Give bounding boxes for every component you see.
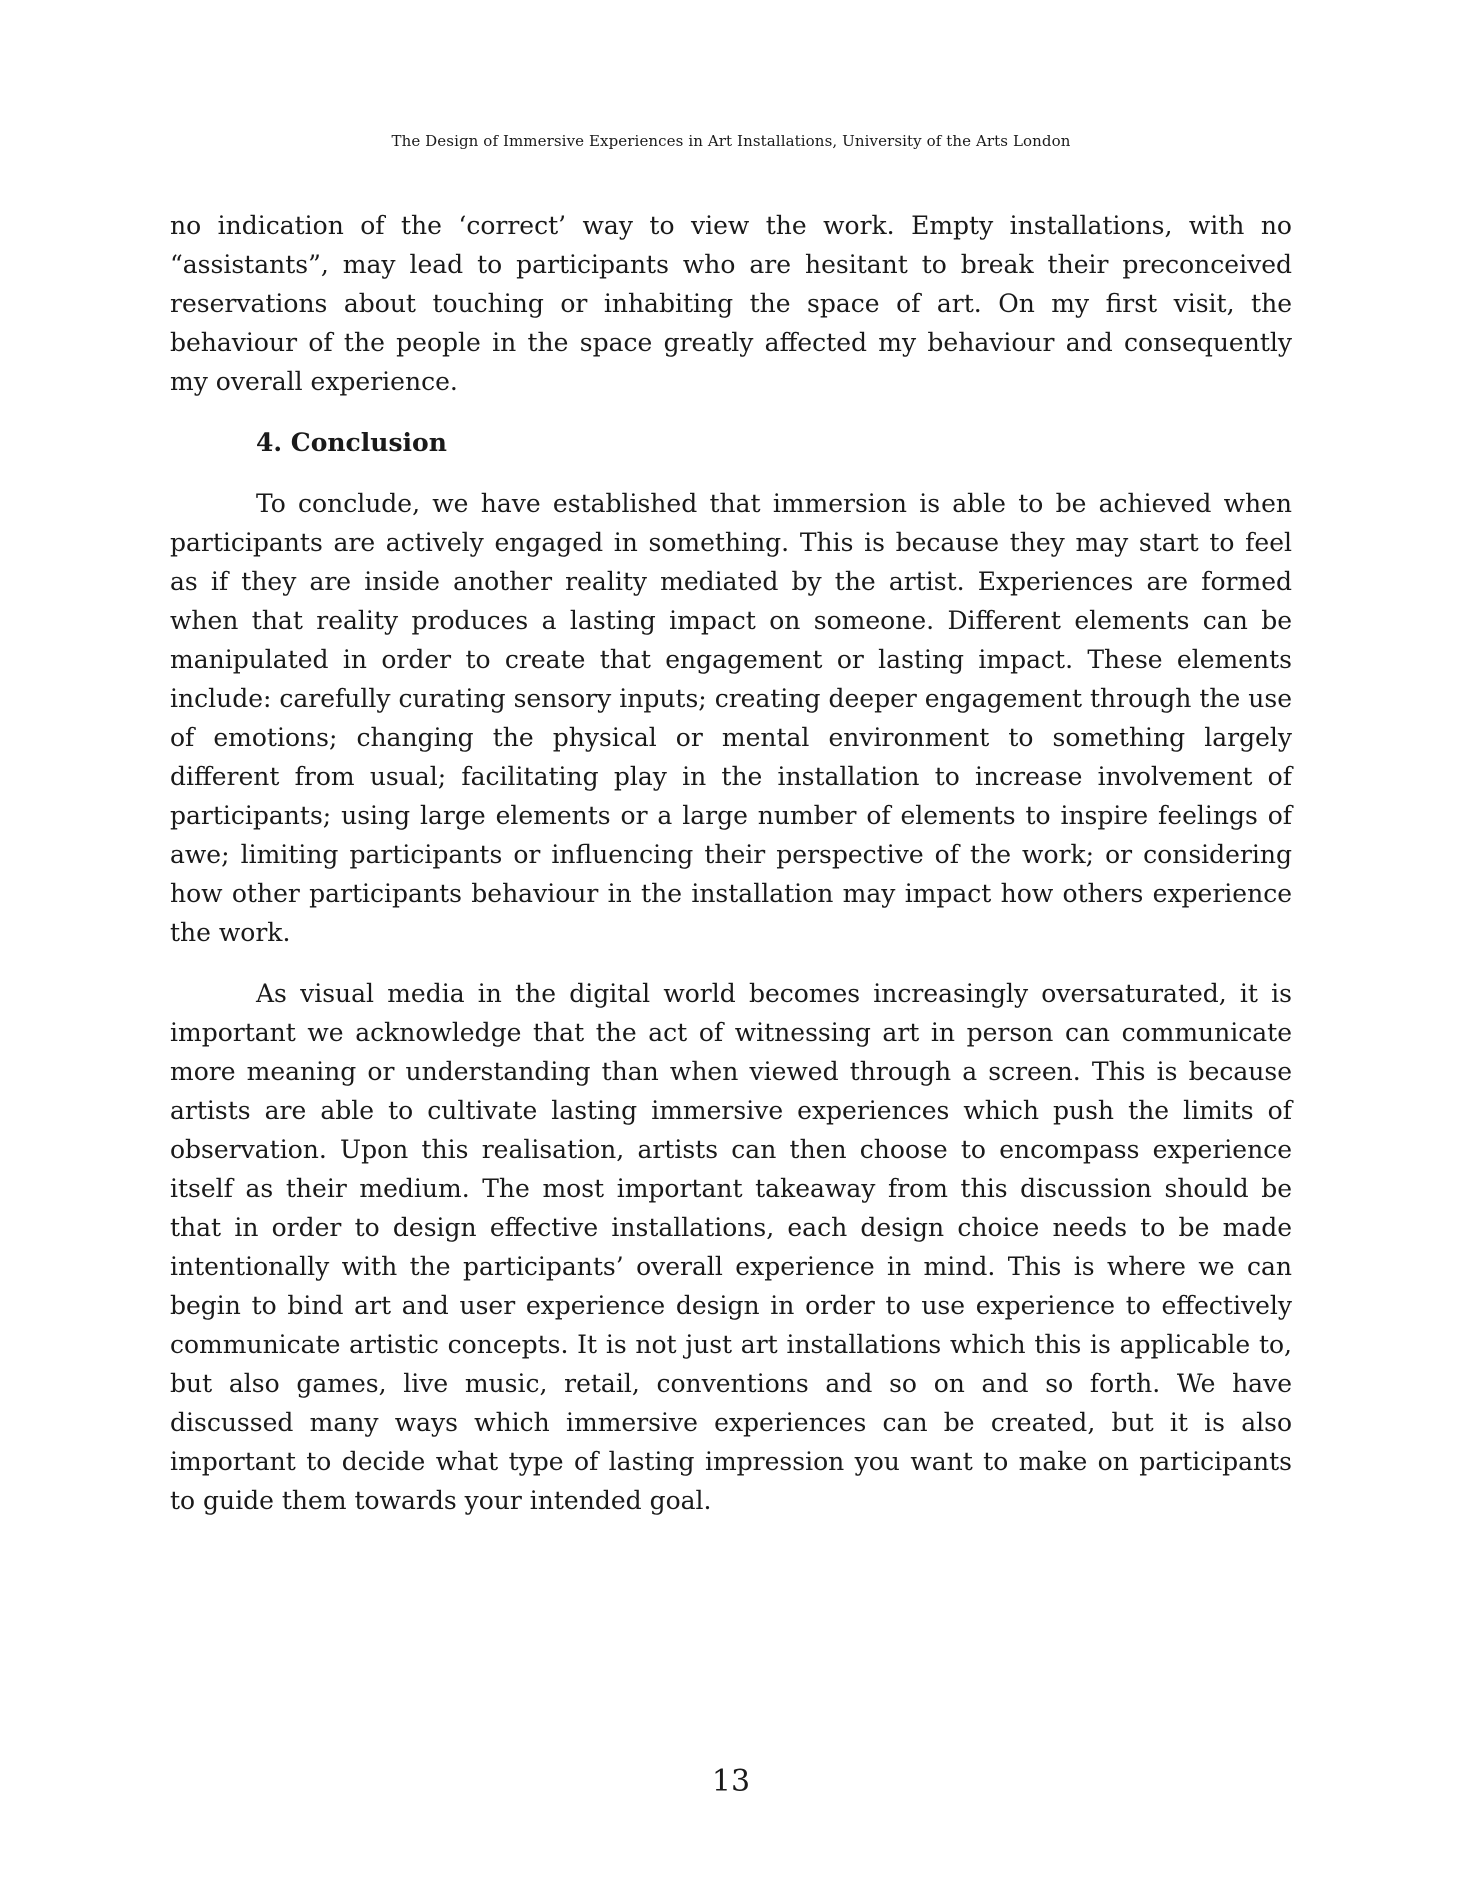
- continued-paragraph: no indication of the ‘correct’ way to view the work. Empty installations, with no “assistants”, may lead to participants who are hesitant to break their preconceived reservations about touching or inhabiting the space of art. On my first visit, the behaviour of the people in the space greatly affected my behaviour and consequently my overall experience.: [170, 211, 1292, 396]
- conclusion-paragraph-1: To conclude, we have established that immersion is able to be achieved when participants are actively engaged in something. This is because they may start to feel as if they are inside another reality mediated by the artist. Experiences are formed when that reality produces a lasting impact on someone. Different elements can be manipulated in order to create that engagement or lasting impact. These elements include: carefully curating sensory inputs; creating deeper engagement through the use of emotions; changing the physical or mental environment to something largely different from usual; facilitating play in the installation to increase involvement of participants; using large elements or a large number of elements to inspire feelings of awe; limiting participants or influencing their perspective of the work; or considering how other participants behaviour in the installation may impact how others experience the work.: [170, 489, 1292, 947]
- running-header: The Design of Immersive Experiences in Art Installations, University of the Arts London: [391, 132, 1071, 150]
- page-number: 13: [711, 1764, 751, 1799]
- section-heading: 4. Conclusion: [256, 428, 447, 457]
- conclusion-paragraph-2: As visual media in the digital world becomes increasingly oversaturated, it is important we acknowledge that the act of witnessing art in person can communicate more meaning or understanding than when viewed through a screen. This is because artists are able to cultivate lasting immersive experiences which push the limits of observation. Upon this realisation, artists can then choose to encompass experience itself as their medium. The most important takeaway from this discussion should be that in order to design effective installations, each design choice needs to be made intentionally with the participants’ overall experience in mind. This is where we can begin to bind art and user experience design in order to use experience to effectively communicate artistic concepts. It is not just art installations which this is applicable to, but also games, live music, retail, conventions and so on and so forth. We have discussed many ways which immersive experiences can be created, but it is also important to decide what type of lasting impression you want to make on participants to guide them towards your intended goal.: [170, 979, 1292, 1515]
- body-text: [170, 206, 1292, 1542]
